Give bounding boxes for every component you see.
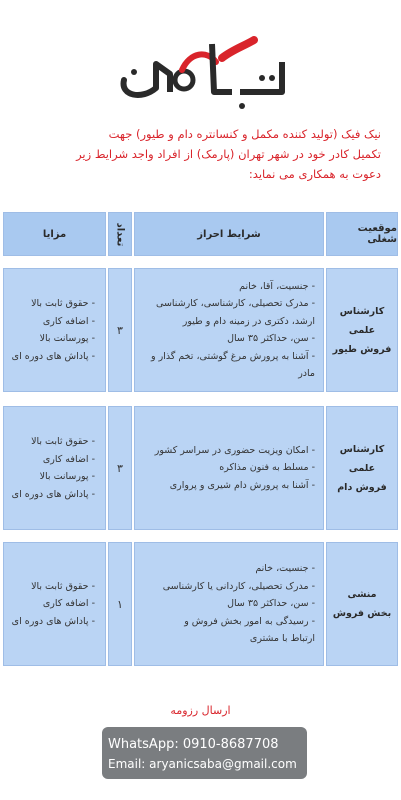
requirements-cell	[134, 268, 324, 392]
table-row	[3, 406, 398, 530]
count-cell	[108, 268, 132, 392]
header-count-label: تعداد	[114, 222, 126, 246]
email-address[interactable]: Email: aryanicsaba@gmail.com	[108, 757, 297, 771]
jobs-table	[3, 212, 398, 690]
requirement-item: - مدرک تحصیلی، کارشناسی، کارشناسی	[139, 295, 315, 313]
count-cell	[108, 406, 132, 530]
requirement-item: - آشنا به پرورش دام شیری و پرواری	[139, 477, 315, 495]
requirement-item: - سن، حداکثر ۳۵ سال	[139, 330, 315, 348]
header-position: موقعیت شغلی	[326, 212, 398, 256]
nikfik-logo	[112, 22, 292, 110]
benefit-item: - پورسانت بالا	[8, 330, 95, 348]
benefits-cell	[3, 542, 106, 666]
requirement-item: - امکان ویزیت حضوری در سراسر کشور	[139, 442, 315, 460]
position-title: کارشناس علمی	[339, 305, 385, 336]
requirements-cell	[134, 542, 324, 666]
benefits-cell	[3, 268, 106, 392]
requirement-item: - آشنا به پرورش مرغ گوشتی، تخم گذار و مادر	[139, 348, 315, 383]
requirement-item: - مدرک تحصیلی، کاردانی یا کارشناسی	[139, 578, 315, 596]
table-row	[3, 268, 398, 392]
benefit-item: - اضافه کاری	[8, 595, 95, 613]
requirement-item: - جنسیت، خانم	[139, 560, 315, 578]
table-header	[3, 212, 398, 256]
count-value: ۳	[117, 323, 123, 337]
position-title: منشی	[347, 589, 377, 600]
requirement-item: - مسلط به فنون مذاکره	[139, 459, 315, 477]
header-count	[108, 212, 132, 256]
intro-text	[21, 124, 381, 184]
requirement-item: - جنسیت، آقا، خانم	[139, 278, 315, 296]
intro-line: تکمیل کادر خود در شهر تهران (پارمک) از افراد واجد شرایط زیر	[76, 147, 381, 161]
benefit-item: - اضافه کاری	[8, 313, 95, 331]
contact-box	[102, 727, 307, 779]
apply-label: ارسال رزومه	[170, 704, 231, 717]
benefit-item: - پاداش های دوره ای	[8, 348, 95, 366]
intro-line: نیک فیک (تولید کننده مکمل و کنسانتره دام و طیور) جهت	[108, 127, 381, 141]
requirement-item: - سن، حداکثر ۳۵ سال	[139, 595, 315, 613]
benefit-item: - حقوق ثابت بالا	[8, 433, 95, 451]
position-cell	[326, 542, 398, 666]
benefit-item: - حقوق ثابت بالا	[8, 295, 95, 313]
position-cell	[326, 406, 398, 530]
header-requirements: شرایط احراز	[134, 212, 324, 256]
benefit-item: - اضافه کاری	[8, 451, 95, 469]
position-cell	[326, 268, 398, 392]
count-cell	[108, 542, 132, 666]
position-subtitle: بخش فروش	[332, 608, 392, 619]
position-title: کارشناس علمی	[339, 443, 385, 474]
benefits-cell	[3, 406, 106, 530]
benefit-item: - پورسانت بالا	[8, 468, 95, 486]
benefit-item: - حقوق ثابت بالا	[8, 578, 95, 596]
requirement-item: ارتباط با مشتری	[249, 633, 315, 645]
requirement-item: ارشد، دکتری در زمینه دام و طیور	[182, 315, 315, 327]
position-subtitle: فروش طیور	[332, 343, 392, 355]
requirement-item: - رسیدگی به امور بخش فروش و	[139, 613, 315, 631]
count-value: ۳	[117, 461, 123, 475]
requirements-cell	[134, 406, 324, 530]
benefit-item: - پاداش های دوره ای	[8, 613, 95, 631]
table-row	[3, 542, 398, 666]
benefit-item: - پاداش های دوره ای	[8, 486, 95, 504]
whatsapp-number[interactable]: WhatsApp: 0910-8687708	[108, 737, 279, 752]
intro-line: دعوت به همکاری می نماید:	[248, 167, 381, 181]
header-benefits: مزایا	[3, 212, 106, 256]
position-subtitle: فروش دام	[337, 481, 387, 493]
count-value: ۱	[117, 597, 123, 611]
